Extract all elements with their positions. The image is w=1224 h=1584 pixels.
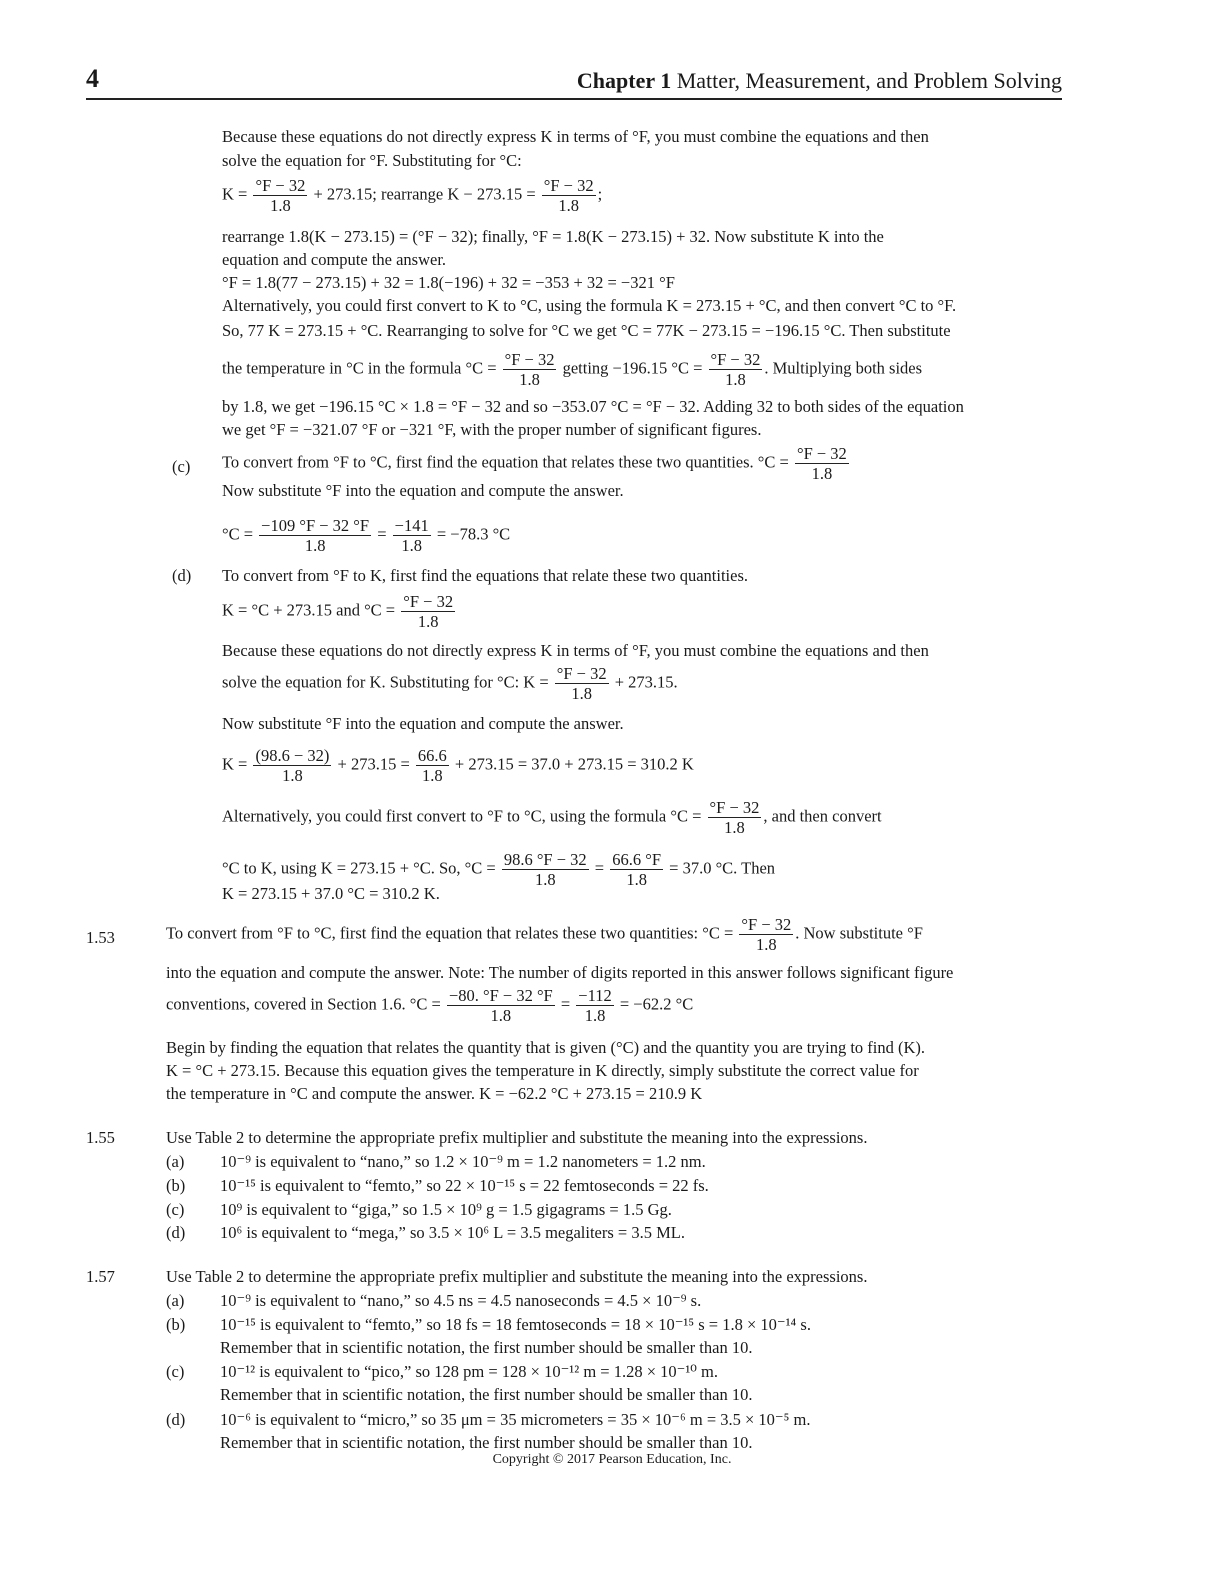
p155-item-d-label: (d)	[166, 1223, 186, 1242]
fraction	[259, 516, 371, 555]
d-calc-mid: + 273.15 =	[337, 754, 410, 774]
denominator: 1.8	[558, 196, 580, 215]
p153-line-6: the temperature in °C and compute the answer. K = −62.2 °C + 273.15 = 210.9 K	[166, 1084, 703, 1103]
p157-item-c-label: (c)	[166, 1362, 185, 1381]
problem-1-57-number: 1.57	[86, 1267, 115, 1286]
b-equation-1	[222, 176, 602, 215]
numerator: −109 °F − 32 °F	[261, 516, 370, 535]
numerator: −80. °F − 32 °F	[448, 986, 553, 1005]
b-eq1-mid: + 273.15; rearrange K − 273.15 =	[313, 184, 536, 204]
b-alternative-1: Alternatively, you could first convert to K to °C, using the formula K = 273.15 + °C, and then convert °C to °F.	[222, 296, 957, 315]
denominator: 1.8	[401, 536, 422, 555]
p153-line-3-end: = −62.2 °C	[619, 994, 694, 1014]
copyright-footer: Copyright © 2017 Pearson Education, Inc.	[492, 1452, 732, 1467]
numerator: °F − 32	[543, 176, 594, 195]
c-eq-equals: =	[377, 524, 387, 544]
numerator: °F − 32	[556, 664, 607, 683]
numerator: −141	[394, 516, 429, 535]
denominator: 1.8	[571, 684, 592, 703]
b-alternative-2: So, 77 K = 273.15 + °C. Rearranging to solve for °C we get °C = 77K − 273.15 = −196.15 °C. Then substitute	[222, 321, 951, 340]
p153-line-3-equals: =	[560, 994, 571, 1014]
p153-line-1-text: To convert from °F to °C, first find the equation that relates these two quantities: °C =	[166, 923, 734, 943]
p157-item-b-text: 10⁻¹⁵ is equivalent to “femto,” so 18 fs = 18 femtoseconds = 18 × 10⁻¹⁵ s = 1.8 × 10⁻¹⁴ s.	[220, 1315, 811, 1334]
denominator: 1.8	[490, 1006, 512, 1025]
b-alt3-a: the temperature in °C in the formula °C =	[222, 358, 497, 378]
p157-item-b-note: Remember that in scientific notation, the first number should be smaller than 10.	[220, 1338, 753, 1357]
fraction	[416, 746, 449, 785]
d-line-2: Because these equations do not directly express K in terms of °F, you must combine the equations and then	[222, 641, 929, 660]
denominator: 1.8	[811, 464, 833, 483]
d-eq1-text: K = °C + 273.15 and °C =	[222, 600, 396, 620]
numerator: °F − 32	[710, 350, 761, 369]
fraction	[555, 664, 609, 703]
part-c-label: (c)	[172, 457, 191, 476]
p157-item-b-label: (b)	[166, 1315, 186, 1334]
p153-line-3-text: conventions, covered in Section 1.6. °C =	[166, 994, 441, 1014]
b-alternative-3	[222, 350, 922, 389]
numerator: 66.6	[417, 746, 447, 765]
denominator: 1.8	[626, 870, 647, 889]
fraction	[542, 176, 596, 215]
numerator: (98.6 − 32)	[255, 746, 330, 765]
numerator: °F − 32	[709, 798, 760, 817]
d-alternative-1	[222, 798, 882, 837]
numerator: °F − 32	[741, 915, 792, 934]
numerator: 66.6 °F	[612, 850, 662, 869]
fraction	[610, 850, 663, 889]
b-alt3-b: getting −196.15 °C =	[562, 358, 703, 378]
p157-item-c-text: 10⁻¹² is equivalent to “pico,” so 128 pm = 128 × 10⁻¹² m = 1.28 × 10⁻¹⁰ m.	[220, 1362, 718, 1381]
d-alt2-equals: =	[594, 858, 605, 878]
p153-line-2: into the equation and compute the answer. Note: The number of digits reported in this answer follows significant figure	[166, 963, 954, 982]
b-intro-2: solve the equation for °F. Substituting for °C:	[222, 151, 522, 170]
p157-item-a-label: (a)	[166, 1291, 185, 1310]
d-line-3-text: solve the equation for K. Substituting for °C: K =	[222, 672, 549, 692]
p155-item-b-text: 10⁻¹⁵ is equivalent to “femto,” so 22 × 10⁻¹⁵ s = 22 femtoseconds = 22 fs.	[220, 1176, 709, 1195]
chapter-title: Matter, Measurement, and Problem Solving	[676, 68, 1062, 93]
c-eq-lhs: °C =	[222, 524, 254, 544]
page-header	[86, 62, 1062, 100]
p157-item-d-text: 10⁻⁶ is equivalent to “micro,” so 35 μm = 35 micrometers = 35 × 10⁻⁶ m = 3.5 × 10⁻⁵ m.	[220, 1410, 811, 1429]
fraction	[253, 746, 331, 785]
p155-item-a-text: 10⁻⁹ is equivalent to “nano,” so 1.2 × 10⁻⁹ m = 1.2 nanometers = 1.2 nm.	[220, 1152, 706, 1171]
numerator: −112	[578, 986, 612, 1005]
c-line-1-text: To convert from °F to °C, first find the equation that relates these two quantities. °C =	[222, 452, 789, 472]
problem-1-55-number: 1.55	[86, 1128, 115, 1147]
denominator: 1.8	[724, 818, 745, 837]
b-eq1-k: K =	[222, 184, 248, 204]
p157-item-c-note: Remember that in scientific notation, the first number should be smaller than 10.	[220, 1385, 753, 1404]
denominator: 1.8	[417, 612, 439, 631]
denominator: 1.8	[422, 766, 443, 785]
b-alt3-c: . Multiplying both sides	[764, 358, 923, 378]
d-line-1: To convert from °F to K, first find the equations that relate these two quantities.	[222, 566, 748, 585]
fraction	[447, 986, 555, 1025]
d-equation-1	[222, 592, 457, 631]
c-equation	[222, 516, 510, 555]
numerator: °F − 32	[796, 444, 847, 463]
page-number: 4	[86, 64, 99, 93]
fraction	[576, 986, 613, 1025]
p155-item-c-label: (c)	[166, 1200, 185, 1219]
numerator: 98.6 °F − 32	[503, 850, 587, 869]
numerator: °F − 32	[504, 350, 555, 369]
p157-item-d-label: (d)	[166, 1410, 186, 1429]
denominator: 1.8	[282, 766, 303, 785]
chapter-label: Chapter 1	[576, 68, 672, 93]
fraction	[401, 592, 455, 631]
fraction	[503, 350, 557, 389]
b-eq1-end: ;	[597, 184, 603, 204]
d-line-3-end: + 273.15.	[614, 672, 678, 692]
denominator: 1.8	[304, 536, 326, 555]
b-rearrange-2: equation and compute the answer.	[222, 250, 447, 269]
denominator: 1.8	[270, 196, 291, 215]
fraction	[739, 915, 793, 954]
p153-line-5: K = °C + 273.15. Because this equation gives the temperature in K directly, simply substitute the correct value for	[166, 1061, 919, 1080]
p157-intro: Use Table 2 to determine the appropriate prefix multiplier and substitute the meaning into the expressions.	[166, 1267, 868, 1286]
c-line-1	[222, 444, 851, 483]
d-alt1-end: , and then convert	[763, 806, 882, 826]
p155-item-a-label: (a)	[166, 1152, 185, 1171]
denominator: 1.8	[725, 370, 746, 389]
p157-item-d-note: Remember that in scientific notation, the first number should be smaller than 10.	[220, 1433, 753, 1452]
p155-item-b-label: (b)	[166, 1176, 186, 1195]
d-alternative-3: K = 273.15 + 37.0 °C = 310.2 K.	[222, 884, 440, 903]
problem-1-53-number: 1.53	[86, 928, 115, 947]
denominator: 1.8	[756, 935, 777, 954]
d-calculation	[222, 746, 694, 785]
denominator: 1.8	[519, 370, 540, 389]
running-title	[577, 68, 1062, 94]
p153-line-4: Begin by finding the equation that relates the quantity that is given (°C) and the quantity you are trying to find (K).	[166, 1038, 926, 1057]
d-line-4: Now substitute °F into the equation and compute the answer.	[222, 714, 624, 733]
d-alt2-text: °C to K, using K = 273.15 + °C. So, °C =	[222, 858, 496, 878]
c-eq-result: = −78.3 °C	[436, 524, 511, 544]
numerator: °F − 32	[403, 592, 454, 611]
d-alt1-text: Alternatively, you could first convert to °F to °C, using the formula °C =	[222, 806, 702, 826]
denominator: 1.8	[534, 870, 556, 889]
p155-item-c-text: 10⁹ is equivalent to “giga,” so 1.5 × 10⁹ g = 1.5 gigagrams = 1.5 Gg.	[220, 1200, 672, 1219]
b-calculation: °F = 1.8(77 − 273.15) + 32 = 1.8(−196) + 32 = −353 + 32 = −321 °F	[222, 273, 675, 292]
fraction	[708, 798, 762, 837]
b-intro-1: Because these equations do not directly express K in terms of °F, you must combine the equations and then	[222, 127, 929, 146]
p155-intro: Use Table 2 to determine the appropriate prefix multiplier and substitute the meaning into the expressions.	[166, 1128, 868, 1147]
denominator: 1.8	[584, 1006, 606, 1025]
fraction	[393, 516, 431, 555]
p153-line-1	[166, 915, 923, 954]
b-alternative-4: by 1.8, we get −196.15 °C × 1.8 = °F − 32 and so −353.07 °C = °F − 32. Adding 32 to both sides of the equation	[222, 397, 964, 416]
part-d-label: (d)	[172, 566, 192, 585]
b-alternative-5: we get °F = −321.07 °F or −321 °F, with the proper number of significant figures.	[222, 420, 762, 439]
b-rearrange-1: rearrange 1.8(K − 273.15) = (°F − 32); finally, °F = 1.8(K − 273.15) + 32. Now substitute K into the	[222, 227, 884, 246]
fraction	[253, 176, 307, 215]
p153-line-1-end: . Now substitute °F	[795, 923, 923, 943]
d-alt2-end: = 37.0 °C. Then	[669, 858, 776, 878]
numerator: °F − 32	[255, 176, 306, 195]
fraction	[709, 350, 763, 389]
fraction	[502, 850, 589, 889]
p157-item-a-text: 10⁻⁹ is equivalent to “nano,” so 4.5 ns = 4.5 nanoseconds = 4.5 × 10⁻⁹ s.	[220, 1291, 702, 1310]
fraction	[795, 444, 849, 483]
d-calc-end: + 273.15 = 37.0 + 273.15 = 310.2 K	[454, 754, 694, 774]
p153-line-3	[166, 986, 693, 1025]
p155-item-d-text: 10⁶ is equivalent to “mega,” so 3.5 × 10⁶ L = 3.5 megaliters = 3.5 ML.	[220, 1223, 685, 1242]
d-line-3	[222, 664, 678, 703]
c-line-2: Now substitute °F into the equation and compute the answer.	[222, 481, 624, 500]
d-calc-lhs: K =	[222, 754, 248, 774]
